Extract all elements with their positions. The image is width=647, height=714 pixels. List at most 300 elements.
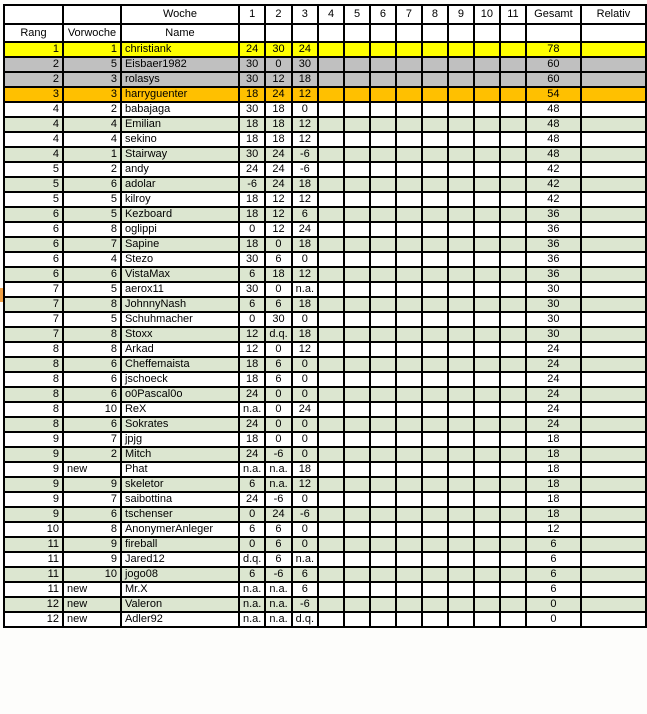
gesamt-cell[interactable]: 0 [526, 612, 581, 627]
week-cell[interactable] [396, 462, 422, 477]
week-cell[interactable] [448, 297, 474, 312]
week-cell[interactable]: 30 [239, 147, 265, 162]
week-cell[interactable] [474, 312, 500, 327]
relativ-cell[interactable] [581, 582, 646, 597]
week-cell[interactable] [370, 387, 396, 402]
name-cell[interactable]: Jared12 [121, 552, 239, 567]
week-cell[interactable]: 30 [292, 57, 318, 72]
week-cell[interactable] [318, 267, 344, 282]
week-cell[interactable] [396, 447, 422, 462]
week-cell[interactable] [370, 582, 396, 597]
week-cell[interactable] [370, 87, 396, 102]
gesamt-cell[interactable]: 54 [526, 87, 581, 102]
week-cell[interactable] [448, 477, 474, 492]
week-cell[interactable]: 0 [292, 372, 318, 387]
name-cell[interactable]: jschoeck [121, 372, 239, 387]
week-cell[interactable] [318, 72, 344, 87]
week-cell[interactable] [474, 477, 500, 492]
week-cell[interactable] [370, 432, 396, 447]
week-cell[interactable]: 6 [239, 567, 265, 582]
week-cell[interactable] [422, 42, 448, 57]
name-cell[interactable]: sekino [121, 132, 239, 147]
vorwoche-cell[interactable]: 7 [63, 492, 121, 507]
week-cell[interactable] [344, 222, 370, 237]
vorwoche-cell[interactable]: 9 [63, 477, 121, 492]
week-cell[interactable] [422, 387, 448, 402]
week-number-header-cell[interactable]: 7 [396, 5, 422, 24]
gesamt-cell[interactable]: 24 [526, 372, 581, 387]
week-cell[interactable]: 6 [292, 207, 318, 222]
week-cell[interactable]: -6 [292, 162, 318, 177]
week-cell[interactable] [422, 222, 448, 237]
gesamt-cell[interactable]: 42 [526, 192, 581, 207]
week-cell[interactable] [448, 582, 474, 597]
name-cell[interactable]: Stairway [121, 147, 239, 162]
gesamt-cell[interactable]: 36 [526, 207, 581, 222]
week-cell[interactable] [500, 177, 526, 192]
name-cell[interactable]: jpjg [121, 432, 239, 447]
rang-cell[interactable]: 2 [4, 57, 63, 72]
week-cell[interactable]: n.a. [239, 612, 265, 627]
name-cell[interactable]: JohnnyNash [121, 297, 239, 312]
week-cell[interactable] [474, 327, 500, 342]
rang-cell[interactable]: 11 [4, 552, 63, 567]
week-number-header-cell[interactable]: 3 [292, 5, 318, 24]
gesamt-cell[interactable]: 0 [526, 597, 581, 612]
week-cell[interactable] [474, 462, 500, 477]
week-cell[interactable] [448, 552, 474, 567]
gesamt-cell[interactable]: 24 [526, 402, 581, 417]
week-cell[interactable] [318, 402, 344, 417]
week-cell[interactable] [500, 387, 526, 402]
week-cell[interactable] [422, 537, 448, 552]
week-cell[interactable] [344, 237, 370, 252]
week-cell[interactable] [474, 522, 500, 537]
relativ-cell[interactable] [581, 312, 646, 327]
week-cell[interactable] [318, 177, 344, 192]
week-cell[interactable] [318, 192, 344, 207]
week-number-header-cell[interactable]: 5 [344, 5, 370, 24]
week-cell[interactable] [318, 372, 344, 387]
week-cell[interactable] [500, 477, 526, 492]
name-cell[interactable]: rolasys [121, 72, 239, 87]
week-cell[interactable] [370, 417, 396, 432]
week-cell[interactable] [448, 102, 474, 117]
week-cell[interactable]: 6 [239, 477, 265, 492]
name-cell[interactable]: Mr.X [121, 582, 239, 597]
name-cell[interactable]: jogo08 [121, 567, 239, 582]
gesamt-cell[interactable]: 18 [526, 432, 581, 447]
week-cell[interactable] [422, 102, 448, 117]
week-cell[interactable] [396, 42, 422, 57]
week-cell[interactable] [318, 342, 344, 357]
week-cell[interactable] [500, 447, 526, 462]
week-cell[interactable] [448, 312, 474, 327]
week-cell[interactable] [370, 282, 396, 297]
gesamt-cell[interactable]: 18 [526, 462, 581, 477]
week-cell[interactable] [396, 57, 422, 72]
week-cell[interactable] [344, 267, 370, 282]
week-header-empty-cell[interactable] [239, 24, 265, 42]
week-cell[interactable] [448, 387, 474, 402]
week-cell[interactable] [370, 567, 396, 582]
week-cell[interactable] [500, 252, 526, 267]
rang-cell[interactable]: 5 [4, 192, 63, 207]
week-cell[interactable] [422, 147, 448, 162]
week-cell[interactable] [370, 192, 396, 207]
name-cell[interactable]: Mitch [121, 447, 239, 462]
week-cell[interactable]: n.a. [265, 462, 291, 477]
week-cell[interactable] [344, 447, 370, 462]
week-cell[interactable]: 0 [292, 417, 318, 432]
week-cell[interactable] [370, 132, 396, 147]
week-cell[interactable] [422, 462, 448, 477]
week-cell[interactable] [370, 477, 396, 492]
rang-cell[interactable]: 1 [4, 42, 63, 57]
week-cell[interactable]: 24 [265, 162, 291, 177]
relativ-cell[interactable] [581, 102, 646, 117]
week-cell[interactable] [448, 597, 474, 612]
week-cell[interactable] [396, 567, 422, 582]
week-cell[interactable] [344, 192, 370, 207]
week-cell[interactable] [500, 537, 526, 552]
week-header-empty-cell[interactable] [292, 24, 318, 42]
week-cell[interactable] [370, 117, 396, 132]
week-cell[interactable]: 18 [292, 72, 318, 87]
week-cell[interactable] [500, 402, 526, 417]
week-number-header-cell[interactable]: 6 [370, 5, 396, 24]
vorwoche-cell[interactable]: 6 [63, 507, 121, 522]
week-cell[interactable]: 6 [239, 297, 265, 312]
week-cell[interactable] [500, 102, 526, 117]
week-cell[interactable] [422, 297, 448, 312]
vorwoche-cell[interactable]: new [63, 597, 121, 612]
gesamt-cell[interactable]: 6 [526, 567, 581, 582]
rang-cell[interactable]: 4 [4, 102, 63, 117]
week-cell[interactable] [396, 342, 422, 357]
week-cell[interactable] [344, 342, 370, 357]
name-cell[interactable]: kilroy [121, 192, 239, 207]
week-cell[interactable] [422, 612, 448, 627]
week-cell[interactable] [318, 237, 344, 252]
week-cell[interactable] [370, 522, 396, 537]
week-cell[interactable]: 24 [292, 402, 318, 417]
week-cell[interactable]: 18 [292, 237, 318, 252]
rang-cell[interactable]: 9 [4, 507, 63, 522]
week-cell[interactable] [318, 447, 344, 462]
week-cell[interactable] [422, 522, 448, 537]
name-cell[interactable]: Stezo [121, 252, 239, 267]
week-cell[interactable]: 6 [292, 582, 318, 597]
rang-cell[interactable]: 12 [4, 597, 63, 612]
relativ-header-empty-cell[interactable] [581, 24, 646, 42]
week-cell[interactable] [422, 477, 448, 492]
gesamt-cell[interactable]: 78 [526, 42, 581, 57]
week-cell[interactable] [448, 327, 474, 342]
name-cell[interactable]: christiank [121, 42, 239, 57]
name-cell[interactable]: skeletor [121, 477, 239, 492]
relativ-cell[interactable] [581, 342, 646, 357]
week-cell[interactable] [370, 267, 396, 282]
gesamt-cell[interactable]: 48 [526, 147, 581, 162]
week-cell[interactable]: 12 [292, 342, 318, 357]
week-header-empty-cell[interactable] [448, 24, 474, 42]
name-cell[interactable]: Stoxx [121, 327, 239, 342]
week-cell[interactable] [344, 297, 370, 312]
rang-cell[interactable]: 9 [4, 462, 63, 477]
week-cell[interactable] [422, 177, 448, 192]
week-cell[interactable] [422, 402, 448, 417]
week-cell[interactable] [318, 462, 344, 477]
week-cell[interactable]: 30 [239, 252, 265, 267]
week-cell[interactable] [474, 192, 500, 207]
week-cell[interactable] [344, 282, 370, 297]
week-cell[interactable] [370, 237, 396, 252]
week-cell[interactable] [500, 162, 526, 177]
week-cell[interactable] [448, 432, 474, 447]
week-cell[interactable]: -6 [292, 147, 318, 162]
week-cell[interactable] [474, 162, 500, 177]
rang-cell[interactable]: 7 [4, 327, 63, 342]
week-cell[interactable] [318, 597, 344, 612]
week-cell[interactable] [422, 582, 448, 597]
name-cell[interactable]: VistaMax [121, 267, 239, 282]
week-cell[interactable] [474, 492, 500, 507]
week-cell[interactable] [396, 222, 422, 237]
week-cell[interactable] [500, 282, 526, 297]
week-cell[interactable]: 18 [239, 207, 265, 222]
rang-cell[interactable]: 3 [4, 87, 63, 102]
week-cell[interactable] [448, 462, 474, 477]
week-cell[interactable]: 24 [265, 147, 291, 162]
week-number-header-cell[interactable]: 2 [265, 5, 291, 24]
week-cell[interactable]: 0 [265, 417, 291, 432]
week-cell[interactable] [370, 147, 396, 162]
gesamt-cell[interactable]: 30 [526, 282, 581, 297]
week-cell[interactable] [396, 177, 422, 192]
week-cell[interactable]: 6 [265, 372, 291, 387]
vorwoche-cell[interactable]: 2 [63, 447, 121, 462]
week-cell[interactable] [370, 207, 396, 222]
week-cell[interactable] [344, 462, 370, 477]
rang-cell[interactable]: 8 [4, 372, 63, 387]
week-cell[interactable]: 12 [292, 477, 318, 492]
week-cell[interactable] [500, 507, 526, 522]
week-cell[interactable] [500, 267, 526, 282]
week-cell[interactable] [448, 132, 474, 147]
week-cell[interactable] [500, 312, 526, 327]
vorwoche-cell[interactable]: 8 [63, 342, 121, 357]
week-cell[interactable] [500, 192, 526, 207]
week-cell[interactable]: 18 [265, 102, 291, 117]
week-cell[interactable]: 24 [239, 492, 265, 507]
week-cell[interactable] [370, 342, 396, 357]
rang-cell[interactable]: 5 [4, 162, 63, 177]
week-cell[interactable] [370, 537, 396, 552]
week-cell[interactable] [474, 72, 500, 87]
week-cell[interactable] [396, 312, 422, 327]
gesamt-cell[interactable]: 18 [526, 492, 581, 507]
rang-cell[interactable]: 7 [4, 312, 63, 327]
rang-cell[interactable]: 7 [4, 282, 63, 297]
rang-cell[interactable]: 11 [4, 567, 63, 582]
week-cell[interactable] [500, 417, 526, 432]
week-cell[interactable] [318, 507, 344, 522]
week-cell[interactable] [448, 537, 474, 552]
week-cell[interactable]: 6 [265, 522, 291, 537]
week-cell[interactable]: 24 [265, 87, 291, 102]
week-cell[interactable] [448, 282, 474, 297]
relativ-cell[interactable] [581, 267, 646, 282]
week-cell[interactable]: n.a. [265, 477, 291, 492]
week-cell[interactable]: 6 [265, 552, 291, 567]
week-cell[interactable] [422, 552, 448, 567]
week-cell[interactable] [318, 327, 344, 342]
week-cell[interactable] [422, 192, 448, 207]
week-cell[interactable] [318, 357, 344, 372]
week-cell[interactable] [448, 447, 474, 462]
week-cell[interactable] [422, 492, 448, 507]
week-cell[interactable]: 30 [265, 312, 291, 327]
week-cell[interactable] [370, 252, 396, 267]
week-cell[interactable] [396, 507, 422, 522]
week-cell[interactable] [474, 372, 500, 387]
rang-cell[interactable]: 11 [4, 537, 63, 552]
rang-cell[interactable]: 4 [4, 132, 63, 147]
week-cell[interactable] [344, 537, 370, 552]
week-cell[interactable] [422, 417, 448, 432]
week-cell[interactable] [422, 72, 448, 87]
week-cell[interactable] [344, 507, 370, 522]
vorwoche-cell[interactable]: 5 [63, 192, 121, 207]
name-cell[interactable]: Cheffemaista [121, 357, 239, 372]
week-cell[interactable] [474, 387, 500, 402]
gesamt-cell[interactable]: 24 [526, 357, 581, 372]
rang-cell[interactable]: 6 [4, 252, 63, 267]
week-cell[interactable] [448, 192, 474, 207]
week-cell[interactable]: -6 [292, 507, 318, 522]
week-cell[interactable] [370, 372, 396, 387]
week-cell[interactable] [344, 147, 370, 162]
week-cell[interactable]: 24 [265, 507, 291, 522]
week-cell[interactable]: 12 [265, 222, 291, 237]
week-cell[interactable] [474, 567, 500, 582]
week-cell[interactable]: -6 [265, 492, 291, 507]
week-cell[interactable] [396, 282, 422, 297]
week-header-empty-cell[interactable] [500, 24, 526, 42]
vorwoche-cell[interactable]: 6 [63, 357, 121, 372]
week-cell[interactable] [422, 117, 448, 132]
week-cell[interactable] [396, 432, 422, 447]
week-cell[interactable] [318, 207, 344, 222]
vorwoche-cell[interactable]: 3 [63, 87, 121, 102]
rang-cell[interactable]: 9 [4, 477, 63, 492]
week-cell[interactable] [474, 237, 500, 252]
rang-cell[interactable]: 8 [4, 387, 63, 402]
week-cell[interactable]: d.q. [239, 552, 265, 567]
vorwoche-cell[interactable]: 4 [63, 252, 121, 267]
week-cell[interactable] [422, 342, 448, 357]
name-header-cell[interactable]: Name [121, 24, 239, 42]
week-number-header-cell[interactable]: 11 [500, 5, 526, 24]
gesamt-cell[interactable]: 24 [526, 342, 581, 357]
week-cell[interactable]: n.a. [265, 612, 291, 627]
week-cell[interactable] [422, 357, 448, 372]
week-cell[interactable] [396, 492, 422, 507]
week-cell[interactable] [370, 447, 396, 462]
week-cell[interactable] [396, 72, 422, 87]
name-cell[interactable]: Adler92 [121, 612, 239, 627]
week-cell[interactable]: 6 [239, 522, 265, 537]
week-cell[interactable]: 30 [239, 102, 265, 117]
week-cell[interactable]: 6 [265, 297, 291, 312]
gesamt-cell[interactable]: 30 [526, 297, 581, 312]
week-cell[interactable] [318, 252, 344, 267]
week-cell[interactable] [370, 597, 396, 612]
week-cell[interactable] [370, 222, 396, 237]
week-header-empty-cell[interactable] [318, 24, 344, 42]
week-cell[interactable] [370, 102, 396, 117]
week-cell[interactable] [500, 567, 526, 582]
week-cell[interactable] [396, 522, 422, 537]
week-header-empty-cell[interactable] [370, 24, 396, 42]
name-cell[interactable]: harryguenter [121, 87, 239, 102]
week-cell[interactable] [448, 267, 474, 282]
week-cell[interactable] [500, 327, 526, 342]
week-cell[interactable] [500, 207, 526, 222]
name-cell[interactable]: Eisbaer1982 [121, 57, 239, 72]
relativ-cell[interactable] [581, 192, 646, 207]
name-cell[interactable]: Kezboard [121, 207, 239, 222]
week-cell[interactable] [448, 417, 474, 432]
rang-cell[interactable]: 6 [4, 222, 63, 237]
gesamt-cell[interactable]: 36 [526, 222, 581, 237]
gesamt-cell[interactable]: 18 [526, 507, 581, 522]
name-cell[interactable]: AnonymerAnleger [121, 522, 239, 537]
vorwoche-cell[interactable]: 9 [63, 552, 121, 567]
week-cell[interactable]: 18 [239, 132, 265, 147]
week-cell[interactable] [344, 132, 370, 147]
week-cell[interactable]: 30 [239, 72, 265, 87]
relativ-cell[interactable] [581, 507, 646, 522]
relativ-cell[interactable] [581, 222, 646, 237]
relativ-cell[interactable] [581, 387, 646, 402]
week-cell[interactable]: 0 [292, 492, 318, 507]
gesamt-cell[interactable]: 36 [526, 237, 581, 252]
week-cell[interactable] [344, 492, 370, 507]
vorwoche-cell[interactable]: 1 [63, 147, 121, 162]
name-cell[interactable]: babajaga [121, 102, 239, 117]
gesamt-cell[interactable]: 48 [526, 132, 581, 147]
week-cell[interactable] [396, 252, 422, 267]
week-cell[interactable] [396, 327, 422, 342]
week-cell[interactable] [370, 612, 396, 627]
woche-header-cell[interactable]: Woche [121, 5, 239, 24]
week-cell[interactable] [448, 87, 474, 102]
week-cell[interactable] [344, 582, 370, 597]
week-cell[interactable] [396, 132, 422, 147]
relativ-cell[interactable] [581, 147, 646, 162]
week-cell[interactable] [500, 297, 526, 312]
week-cell[interactable]: 24 [239, 387, 265, 402]
vorwoche-cell[interactable]: 2 [63, 102, 121, 117]
week-cell[interactable] [344, 117, 370, 132]
vorwoche-cell[interactable]: 8 [63, 297, 121, 312]
name-cell[interactable]: Sokrates [121, 417, 239, 432]
week-cell[interactable] [396, 162, 422, 177]
week-cell[interactable] [500, 342, 526, 357]
week-cell[interactable]: 0 [265, 402, 291, 417]
